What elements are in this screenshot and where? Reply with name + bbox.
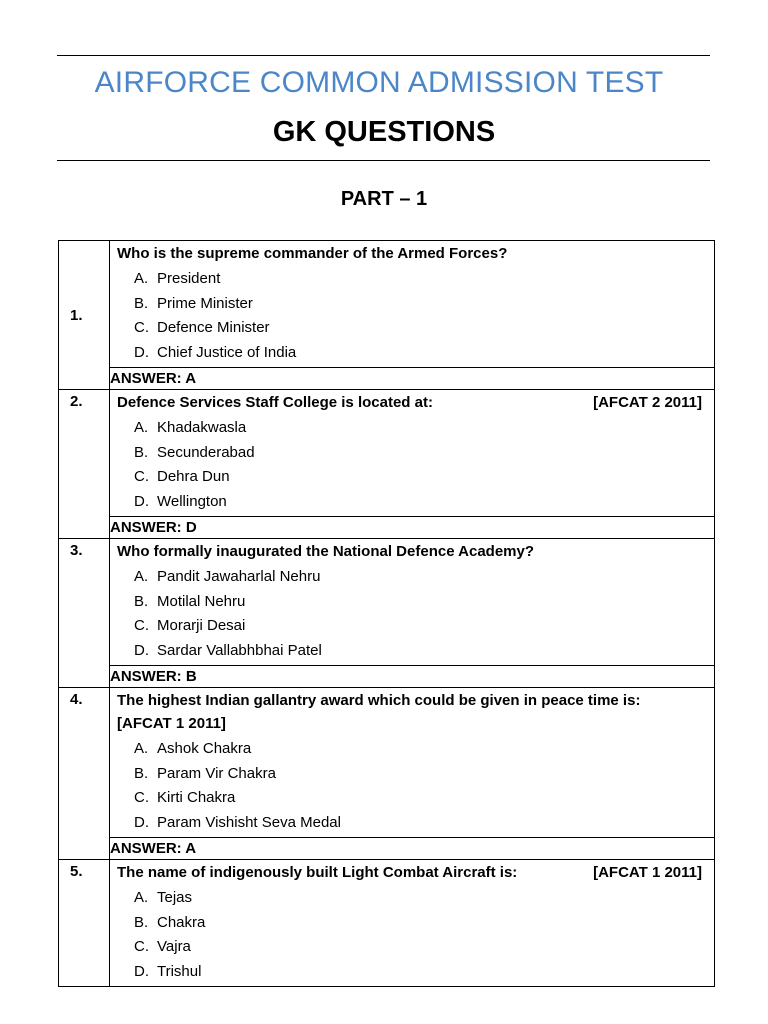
question-row (59, 241, 715, 368)
answer-text: ANSWER: D (110, 517, 715, 539)
answer-row (59, 517, 715, 539)
exam-tag: [AFCAT 1 2011] (593, 864, 702, 881)
answer-text: ANSWER: A (110, 838, 715, 860)
question-number: 1. (59, 241, 110, 390)
option: B. Chakra (134, 913, 206, 931)
question-number: 5. (59, 860, 110, 987)
option: B. Prime Minister (134, 294, 253, 312)
option: C. Defence Minister (134, 319, 270, 336)
option: D. Wellington (134, 492, 227, 510)
option: D. Trishul (134, 962, 202, 980)
question-number: 4. (59, 688, 110, 860)
answer-row (59, 368, 715, 390)
section-heading: PART – 1 (340, 188, 428, 210)
option: A. Pandit Jawaharlal Nehru (134, 568, 321, 585)
question-row (59, 860, 715, 987)
question-row (59, 539, 715, 666)
option: D. Chief Justice of India (134, 343, 297, 361)
option: C. Dehra Dun (134, 468, 230, 485)
question-text: The name of indigenously built Light Combat Aircraft is: [AFCAT 1 2011] (110, 860, 714, 886)
question-cell (110, 390, 715, 517)
answer-text: ANSWER: B (110, 666, 715, 688)
answer-row (59, 666, 715, 688)
exam-tag: [AFCAT 2 2011] (593, 394, 702, 411)
option: D. Sardar Vallabhbhai Patel (134, 641, 322, 659)
question-cell (110, 539, 715, 666)
options-list (110, 737, 714, 837)
header-bottom-rule (57, 160, 710, 161)
question-text: Defence Services Staff College is located at: [AFCAT 2 2011] (110, 390, 714, 416)
option: A. Ashok Chakra (134, 740, 252, 757)
question-row (59, 390, 715, 517)
options-list (110, 886, 714, 986)
question-cell (110, 860, 715, 987)
answer-text: ANSWER: A (110, 368, 715, 390)
question-cell (110, 688, 715, 838)
options-list (110, 267, 714, 367)
question-row (59, 688, 715, 838)
question-number: 3. (59, 539, 110, 688)
options-list (110, 565, 714, 665)
option: B. Secunderabad (134, 443, 255, 461)
option: D. Param Vishisht Seva Medal (134, 813, 341, 831)
page-subtitle: GK QUESTIONS (272, 116, 496, 148)
option: C. Morarji Desai (134, 617, 246, 634)
option: A. President (134, 270, 221, 287)
option: B. Param Vir Chakra (134, 764, 276, 782)
question-text: Who formally inaugurated the National Defence Academy? (117, 543, 535, 560)
top-rule (57, 55, 710, 56)
question-text: The highest Indian gallantry award which could be given in peace time is: [AFCAT 1 2011] (110, 688, 714, 737)
page-title: AIRFORCE COMMON ADMISSION TEST (94, 66, 664, 99)
question-number: 2. (59, 390, 110, 539)
question-text: Who is the supreme commander of the Armed Forces? (117, 245, 508, 262)
option: C. Vajra (134, 938, 191, 955)
exam-tag: [AFCAT 1 2011] (117, 715, 226, 732)
option: C. Kirti Chakra (134, 789, 236, 806)
questions-table (58, 240, 715, 987)
option: A. Khadakwasla (134, 419, 247, 436)
option: A. Tejas (134, 889, 193, 906)
question-cell (110, 241, 715, 368)
option: B. Motilal Nehru (134, 592, 246, 610)
options-list (110, 416, 714, 516)
answer-row (59, 838, 715, 860)
